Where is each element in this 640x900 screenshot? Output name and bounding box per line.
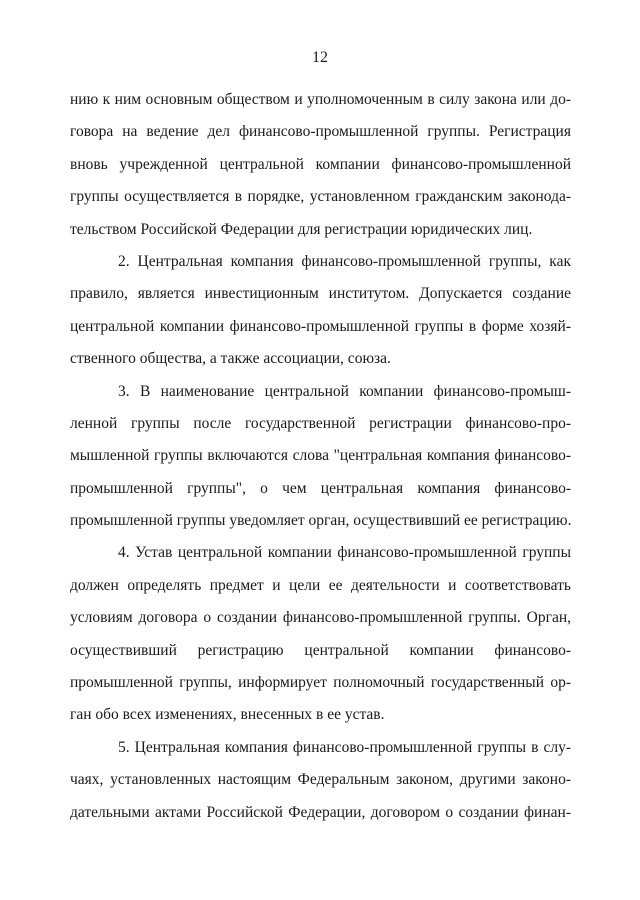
text-line: 2. Центральная компания финансово-промышленной группы, как [118,252,571,270]
text-line: промышленной группы", о чем центральная компания финансово- [70,479,571,497]
text-line: 3. В наименование центральной компании финансово-промыш- [118,382,571,400]
text-line: чаях, установленных настоящим Федеральным законом, другими законо- [70,771,571,789]
text-line: промышленной группы уведомляет орган, осуществивший ее регистрацию. [70,512,571,530]
text-line: осуществивший регистрацию центральной компании финансово- [70,641,571,659]
text-line: тельством Российской Федерации для регистрации юридических лиц. [70,220,533,238]
page-number: 12 [312,49,328,66]
text-line: говора на ведение дел финансово-промышленной группы. Регистрация [70,123,571,141]
text-line: правило, является инвестиционным институтом. Допускается создание [70,285,571,303]
text-line: 5. Центральная компания финансово-промышленной группы в слу- [118,738,571,756]
text-line: ственного общества, а также ассоциации, союза. [70,350,391,368]
text-line: должен определять предмет и цели ее деятельности и соответствовать [70,576,571,594]
text-line: условиям договора о создании финансово-промышленной группы. Орган, [70,609,571,627]
text-line: вновь учрежденной центральной компании финансово-промышленной [70,155,571,173]
text-line: нию к ним основным обществом и уполномоченным в силу закона или до- [70,91,571,108]
document-body [70,84,571,829]
text-line: центральной компании финансово-промышленной группы в форме хозяй- [70,317,571,335]
text-line: ленной группы после государственной регистрации финансово-про- [70,414,571,432]
text-line: группы осуществляется в порядке, установленном гражданским законода- [70,188,571,206]
text-line: дательными актами Российской Федерации, договором о создании финан- [70,803,571,821]
text-line: промышленной группы, информирует полномочный государственный ор- [70,674,571,692]
text-line: мышленной группы включаются слова "центральная компания финансово- [70,447,571,465]
text-line: 4. Устав центральной компании финансово-промышленной группы [118,544,571,562]
text-line: ган обо всех изменениях, внесенных в ее устав. [70,706,385,724]
